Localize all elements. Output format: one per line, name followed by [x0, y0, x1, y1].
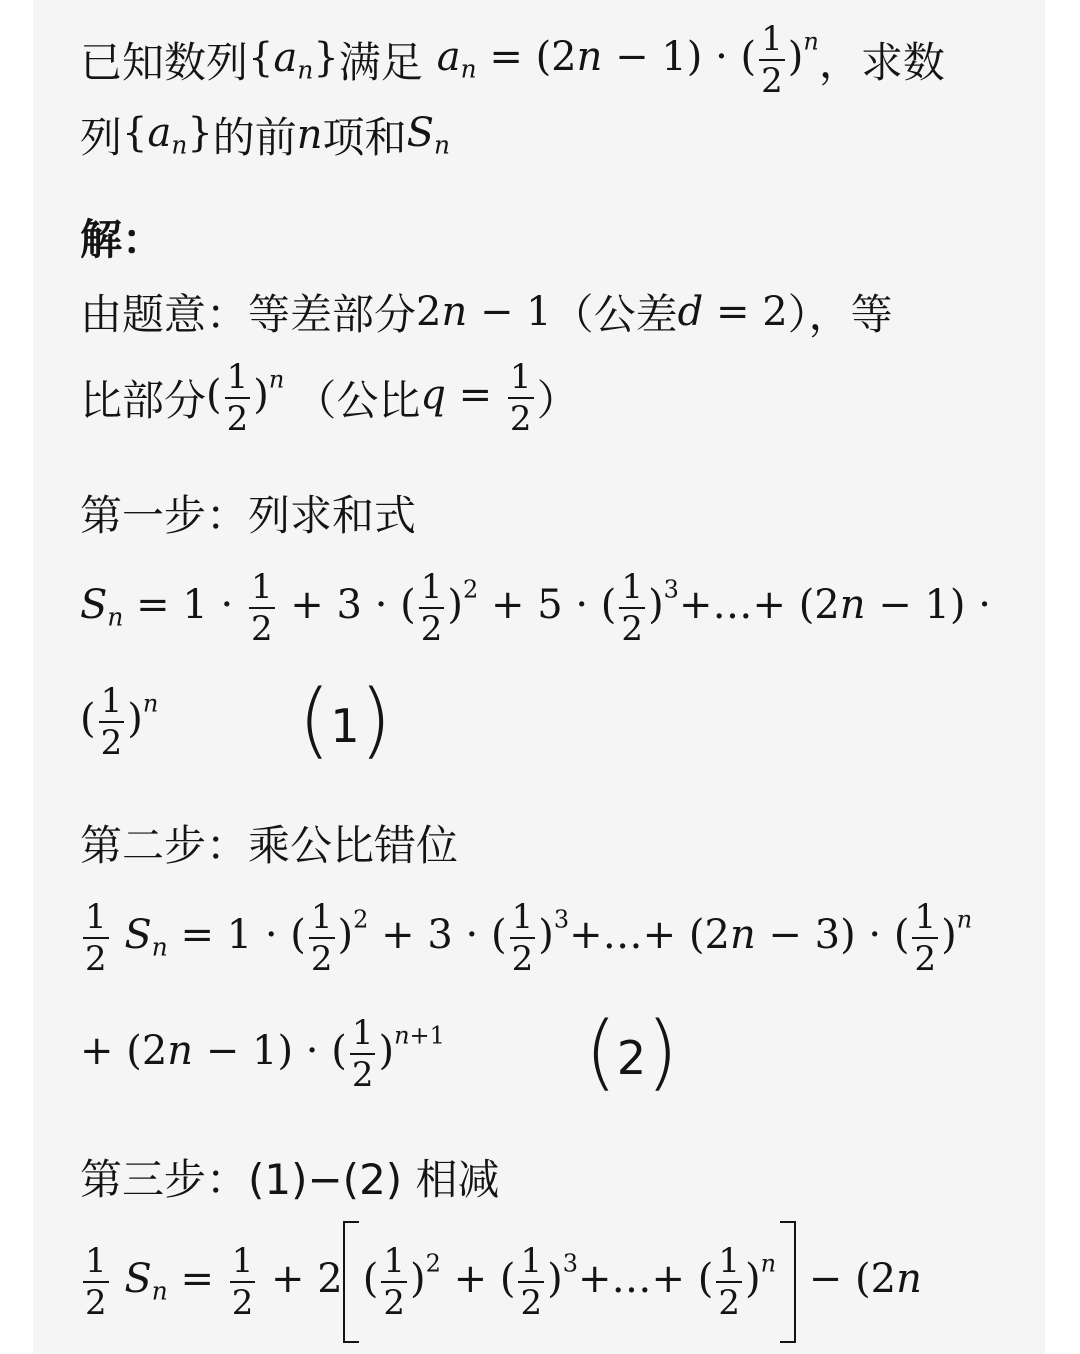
formula-an-definition: $a_n = (2n - 1)$ · ( $\frac{1}{2}$ )$^n$ [436, 19, 819, 101]
formula-shifted-last-term: + (2n − 1) · ( $\frac{1}{2}$ )$^{n+1}$ [80, 1013, 445, 1095]
intro-text: （公比 [294, 376, 421, 425]
problem-text: 项和 [322, 113, 407, 162]
problem-text: ，求数 [818, 38, 945, 87]
solution-heading: 解： [80, 215, 165, 264]
step-3-title: 第三步：(1)−(2) 相减 [80, 1155, 500, 1204]
problem-text: 已知数列 [80, 38, 249, 87]
problem-text: 满足 [338, 38, 423, 87]
intro-line-2 [80, 352, 579, 444]
problem-line-1 [80, 20, 945, 100]
intro-text: 由题意：等差部分 [80, 290, 417, 339]
problem-line-2 [80, 100, 450, 170]
formula-half-Sn-sum: $\frac{1}{2}$ $S_n = 1$ · ( $\frac{1}{2}$ )$^2$ + 3 · ( $\frac{1}{2}$ )$^3$+…+ (2n − 3) · ( $\frac{1}{2}$ )$^n$ [85, 897, 973, 979]
step-2-title: 第二步：乘公比错位 [80, 821, 459, 870]
formula-q-equals-half: q = $\frac{1}{2}$ [420, 357, 532, 439]
formula-2n-minus-1: 2n − 1 [416, 289, 552, 335]
step-1-title: 第一步：列求和式 [80, 491, 417, 540]
formula-Sn: $S_n$ [406, 110, 450, 160]
formula-half-power-n: ( $\frac{1}{2}$ )$^n$ [206, 357, 285, 439]
equation-2-line-2 [80, 1005, 679, 1100]
intro-text: （公差 [551, 290, 678, 339]
formula-last-term: ( $\frac{1}{2}$ )$^n$ [80, 681, 159, 763]
equation-tag-2: (2) [584, 1005, 679, 1100]
formula-sequence-an: $\{a_n\}$ [122, 110, 213, 160]
intro-text: ） [536, 376, 579, 425]
formula-Sn-sum: $S_n = 1$ · $\frac{1}{2}$ + 3 · ( $\frac{1}{2}$ )$^2$ + 5 · ( $\frac{1}{2}$ )$^3$+…+ (2n − 1) · [80, 567, 991, 649]
equation-tag-1: (1) [298, 673, 392, 768]
formula-sequence-an: $\{a_n\}$ [248, 35, 339, 85]
equation-3-line-1 [80, 1224, 922, 1340]
problem-text: 的前 [212, 113, 297, 162]
formula-difference: $\frac{1}{2}$ $S_n$ = $\frac{1}{2}$ + 2 ( $\frac{1}{2}$ )$^2$ + ( $\frac{1}{2}$ )$^3$+…+ ( $\frac{1}{2}$ )$^n$ − (2n [80, 1221, 922, 1343]
intro-line-1 [80, 280, 893, 344]
equation-1-line-2 [80, 673, 392, 768]
intro-text: 比部分 [80, 376, 207, 425]
formula-d-equals-2: d = 2 [677, 289, 788, 335]
intro-text: ），等 [787, 290, 893, 339]
equation-1-line-1 [80, 562, 991, 654]
formula-n: n [296, 112, 323, 158]
problem-text: 列 [80, 113, 123, 162]
equation-2-line-1 [80, 892, 972, 984]
